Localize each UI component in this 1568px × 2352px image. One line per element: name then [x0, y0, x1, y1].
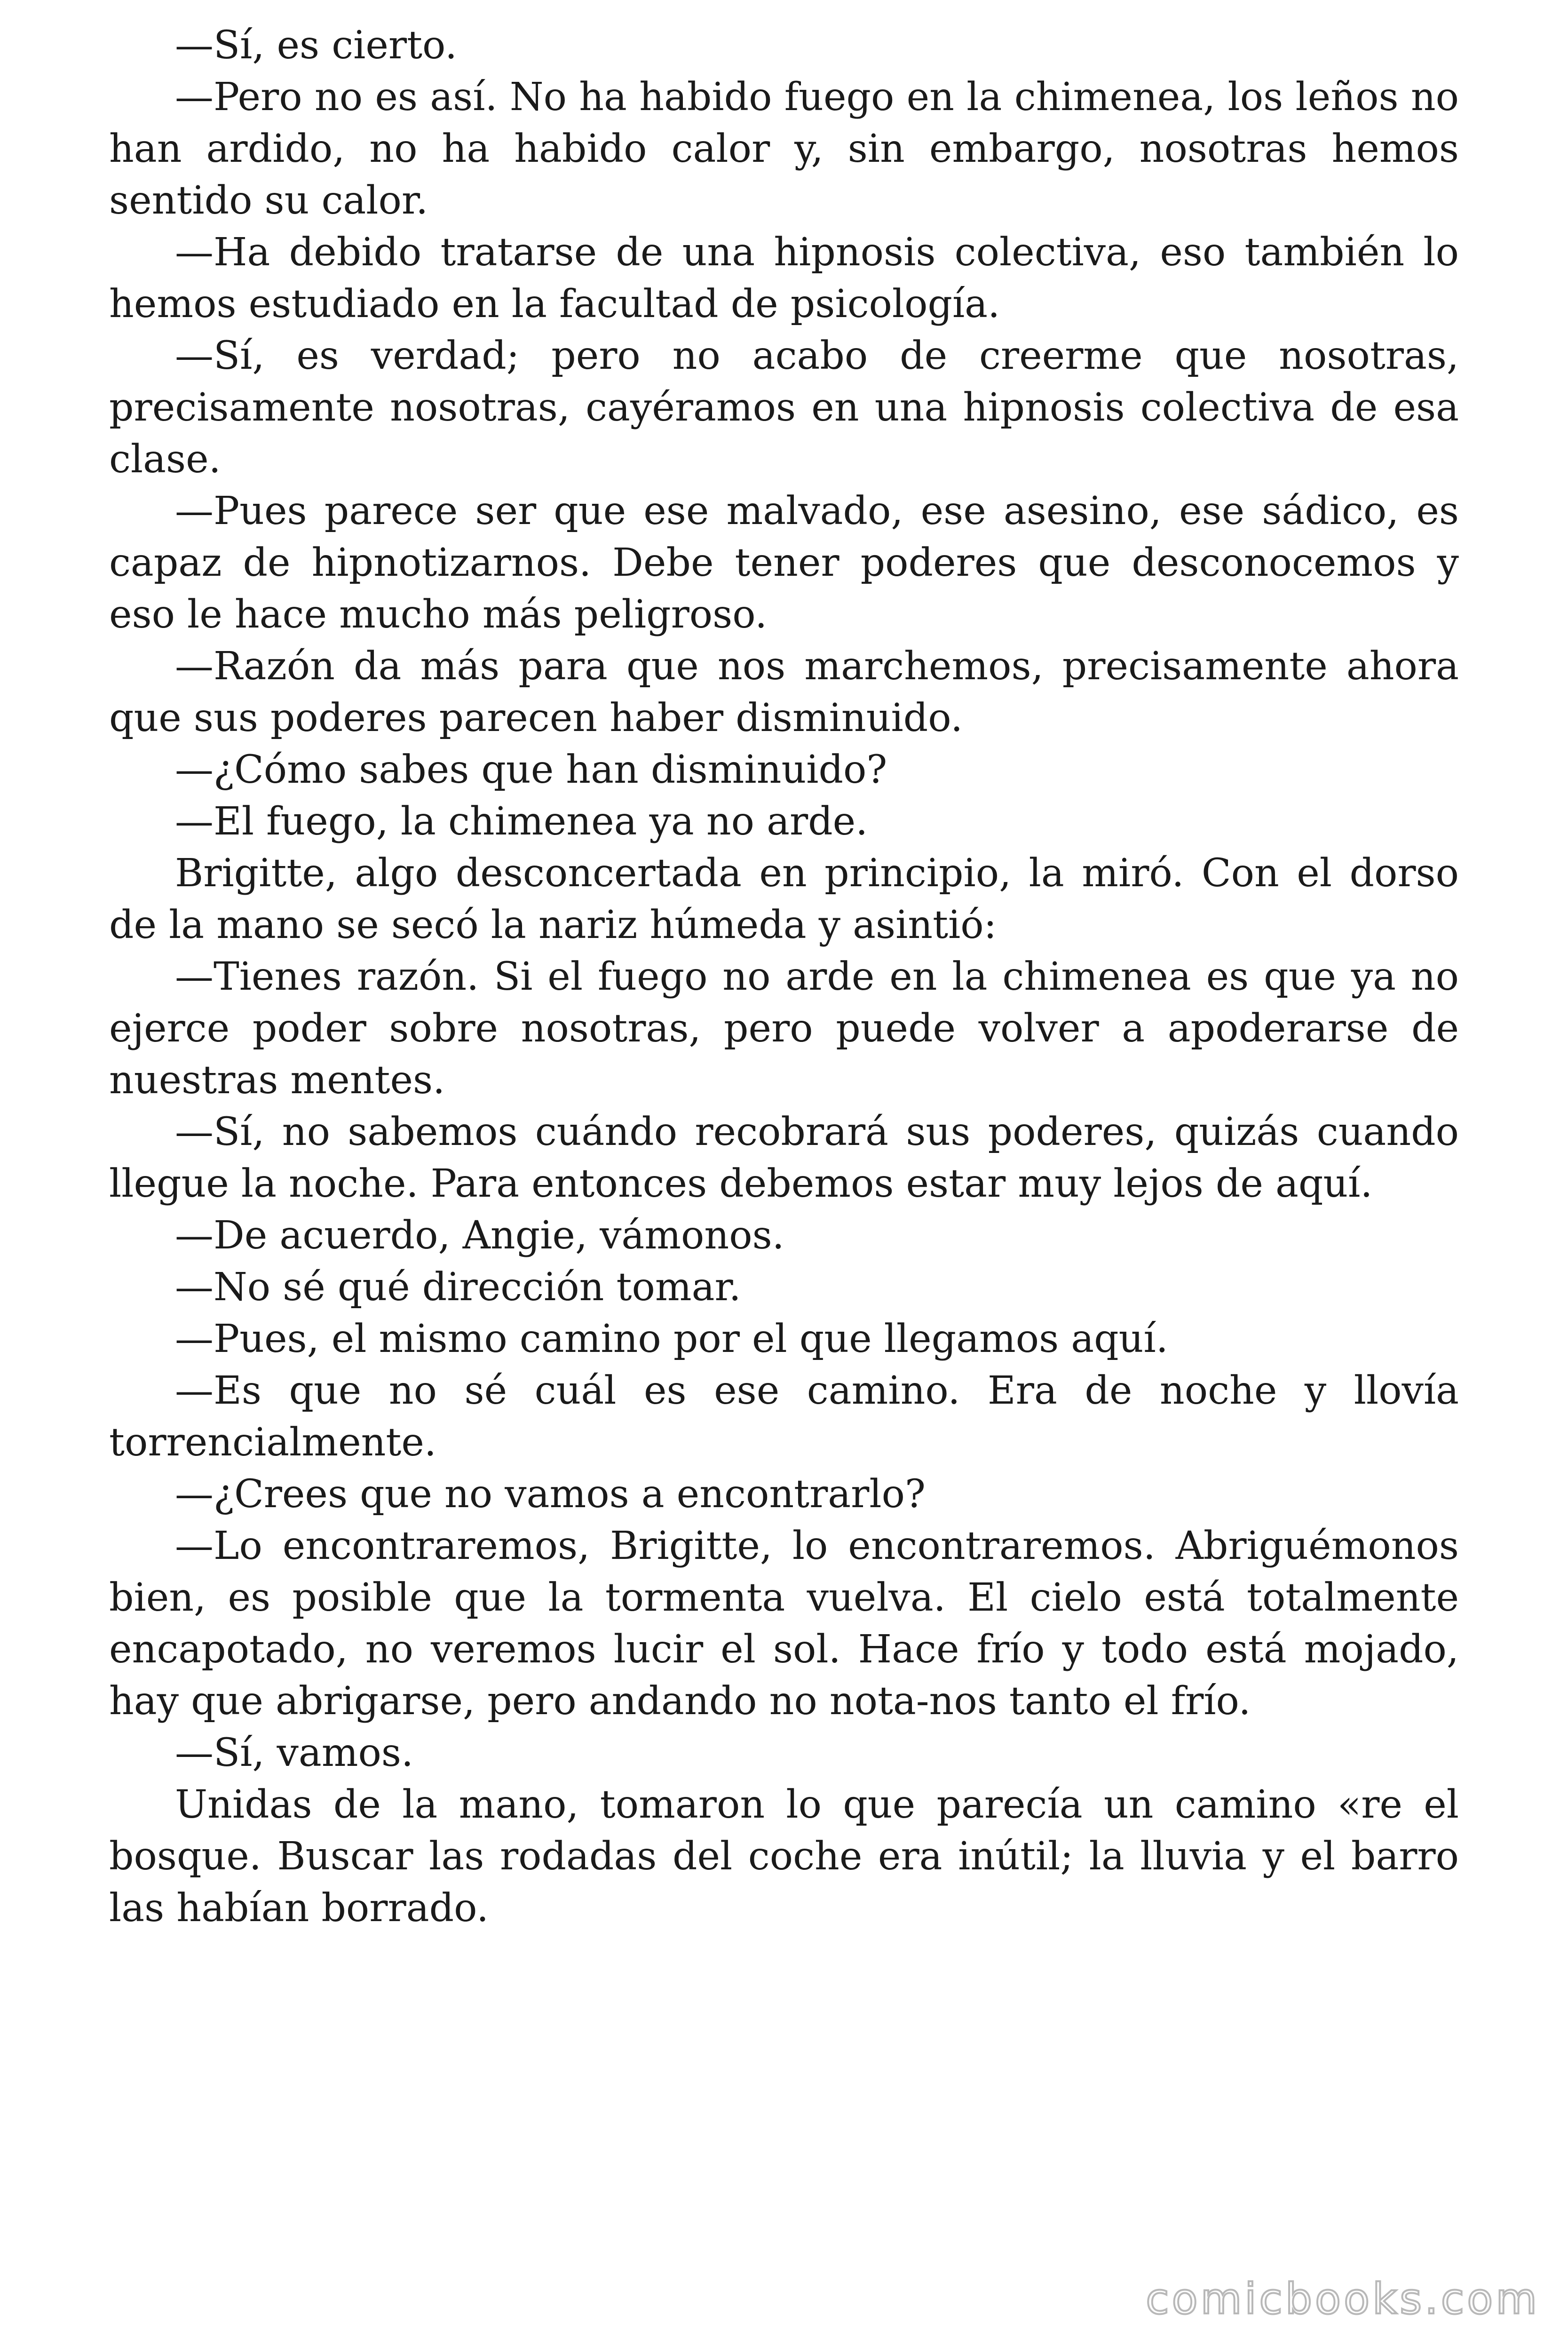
paragraph: —Sí, no sabemos cuándo recobrará sus poderes, quizás cuando llegue la noche. Para entonces debemos estar muy lejos de aquí.: [109, 1110, 1459, 1206]
paragraph: —Es que no sé cuál es ese camino. Era de noche y llovía torrencialmente.: [109, 1368, 1459, 1465]
paragraph: —Lo encontraremos, Brigitte, lo encontraremos. Abriguémonos bien, es posible que la tormenta vuelva. El cielo está totalmente encapotado, no veremos lucir el sol. Hace frío y todo está mojado, hay que abrigarse, pero andando no nota-nos tanto el frío.: [109, 1524, 1459, 1724]
paragraph: Unidas de la mano, tomaron lo que parecía un camino «re el bosque. Buscar las rodadas del coche era inútil; la lluvia y el barro las habían borrado.: [109, 1782, 1459, 1931]
paragraph: —Pues, el mismo camino por el que llegamos aquí.: [175, 1317, 1168, 1361]
paragraph: —Pero no es así. No ha habido fuego en la chimenea, los leños no han ardido, no ha habido calor y, sin embargo, nosotras hemos sentido su calor.: [109, 75, 1459, 223]
paragraph: —Sí, vamos.: [175, 1731, 414, 1775]
paragraph: —No sé qué dirección tomar.: [175, 1265, 741, 1310]
page-text: [109, 20, 1459, 1934]
paragraph: —Sí, es cierto.: [175, 23, 458, 68]
watermark-logo: comicbooks.com: [1146, 2274, 1540, 2324]
paragraph: —¿Crees que no vamos a encontrarlo?: [175, 1472, 926, 1517]
paragraph: —Ha debido tratarse de una hipnosis colectiva, eso también lo hemos estudiado en la facultad de psicología.: [109, 230, 1459, 326]
paragraph: —Pues parece ser que ese malvado, ese asesino, ese sádico, es capaz de hipnotizarnos. Debe tener poderes que desconocemos y eso le hace mucho más peligroso.: [109, 489, 1459, 637]
paragraph: —El fuego, la chimenea ya no arde.: [175, 799, 868, 844]
paragraph: —Sí, es verdad; pero no acabo de creerme que nosotras, precisamente nosotras, cayéramos en una hipnosis colectiva de esa clase.: [109, 334, 1459, 482]
paragraph: —Razón da más para que nos marchemos, precisamente ahora que sus poderes parecen haber disminuido.: [109, 644, 1459, 740]
paragraph: —De acuerdo, Angie, vámonos.: [175, 1213, 784, 1258]
paragraph: —¿Cómo sabes que han disminuido?: [175, 747, 887, 792]
paragraph: Brigitte, algo desconcertada en principio, la miró. Con el dorso de la mano se secó la nariz húmeda y asintió:: [109, 851, 1459, 947]
paragraph: —Tienes razón. Si el fuego no arde en la chimenea es que ya no ejerce poder sobre nosotras, pero puede volver a apoderarse de nuestras mentes.: [109, 954, 1459, 1103]
